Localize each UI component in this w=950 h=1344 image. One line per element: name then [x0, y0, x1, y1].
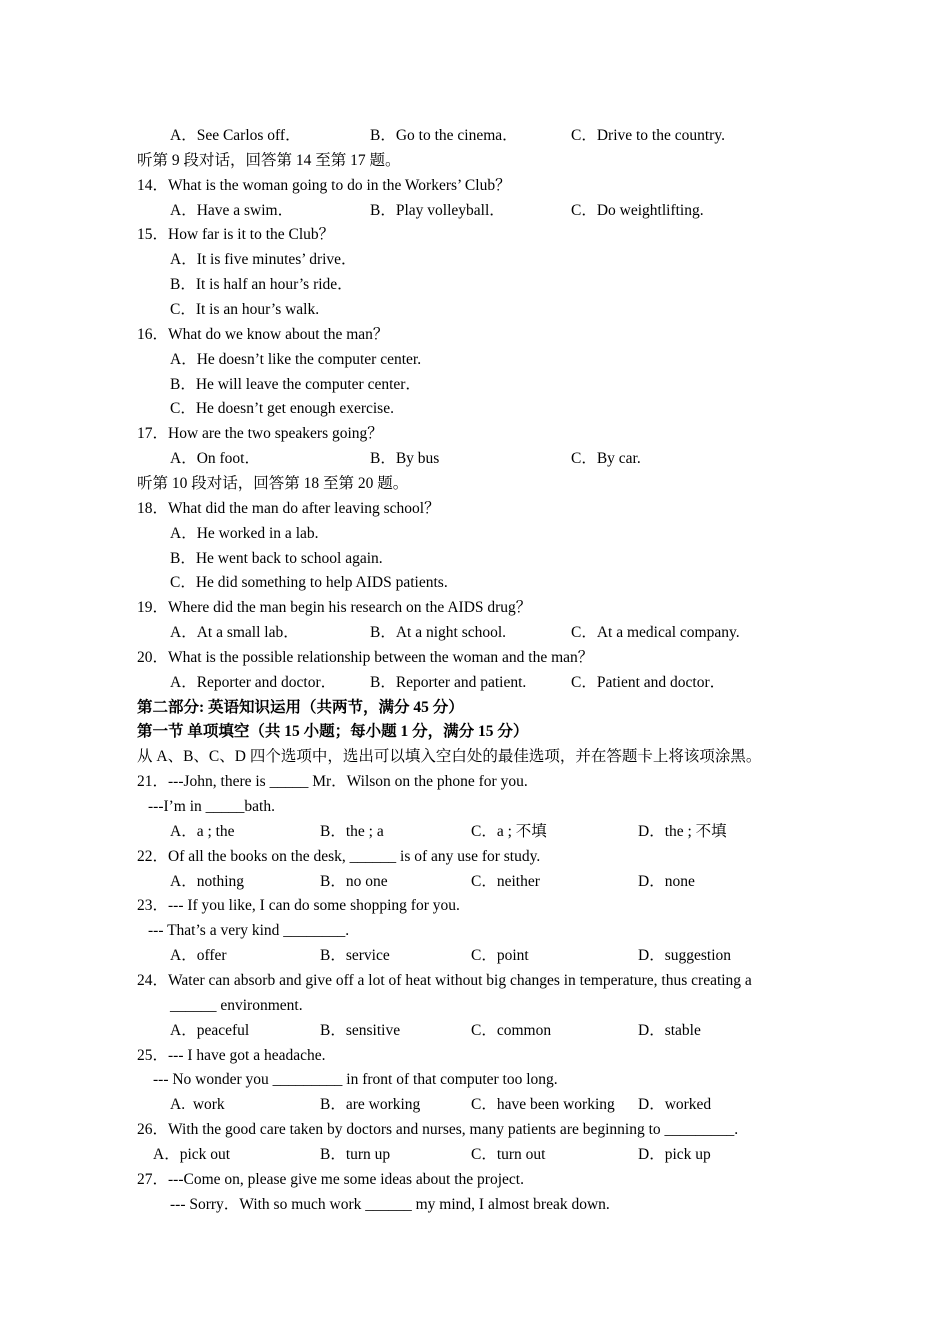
text-line: 听第 9 段对话，回答第 14 至第 17 题。 — [137, 151, 401, 169]
text-line: 14．What is the woman going to do in the Workers’ Club？ — [137, 176, 511, 194]
text-line: A．It is five minutes’ drive． — [170, 251, 357, 269]
answer-option: A．Have a swim． — [170, 201, 294, 219]
text-line: 24．Water can absorb and give off a lot of heat without big changes in temperature, thus creating a — [137, 971, 752, 989]
text-line: 19．Where did the man begin his research on the AIDS drug？ — [137, 599, 532, 617]
answer-option: C．a ; 不填 — [471, 822, 547, 840]
text-line: 22．Of all the books on the desk, ______ is of any use for study. — [137, 847, 541, 865]
answer-option: B．Go to the cinema． — [370, 127, 518, 144]
answer-option: A．On foot． — [170, 450, 260, 468]
answer-option: B．By bus — [370, 450, 440, 468]
text-line: --- Sorry．With so much work ______ my mind, I almost break down. — [170, 1195, 610, 1213]
text-line: 听第 10 段对话，回答第 18 至第 20 题。 — [137, 474, 409, 492]
answer-option: A．At a small lab． — [170, 624, 299, 641]
answer-option: D．none — [638, 872, 695, 890]
answer-option: C．By car. — [571, 450, 641, 468]
text-line: A．He worked in a lab. — [170, 524, 319, 542]
answer-option: A．offer — [170, 947, 227, 965]
answer-option: A．a ; the — [170, 822, 235, 840]
text-line: C．He did something to help AIDS patients. — [170, 574, 448, 592]
answer-option: C．Patient and doctor． — [571, 673, 726, 691]
answer-option: C．point — [471, 947, 529, 965]
answer-option: D．pick up — [638, 1145, 711, 1163]
text-line: B．It is half an hour’s ride． — [170, 276, 353, 294]
text-line: 16．What do we know about the man？ — [137, 325, 389, 343]
answer-option: C．neither — [471, 872, 540, 890]
answer-option: A．nothing — [170, 872, 245, 890]
text-line: 23．--- If you like, I can do some shopping for you. — [137, 897, 460, 915]
text-line: 18．What did the man do after leaving school？ — [137, 499, 440, 517]
section-heading: 第二部分: 英语知识运用（共两节，满分 45 分） — [137, 698, 464, 716]
text-line: C．He doesn’t get enough exercise. — [170, 400, 394, 418]
text-line: --- That’s a very kind ________. — [148, 922, 350, 940]
answer-option: A．Reporter and doctor． — [170, 673, 337, 691]
answer-option: A. work — [170, 1096, 225, 1114]
text-line: ______ environment. — [170, 996, 303, 1014]
text-line: A．He doesn’t like the computer center. — [170, 350, 422, 368]
section-heading: 第一节 单项填空（共 15 小题；每小题 1 分，满分 15 分） — [137, 723, 529, 741]
text-line: 20．What is the possible relationship between the woman and the man？ — [137, 648, 594, 666]
answer-option: C．have been working — [471, 1096, 615, 1114]
text-line: B．He will leave the computer center． — [170, 375, 421, 393]
text-line: 15．How far is it to the Club？ — [137, 226, 335, 244]
answer-option: B．no one — [320, 872, 388, 890]
answer-option: D．suggestion — [638, 947, 732, 965]
answer-option: C．Drive to the country. — [571, 127, 725, 144]
text-line: 21．---John, there is _____ Mr．Wilson on the phone for you. — [137, 773, 528, 791]
answer-option: A．pick out — [153, 1145, 231, 1163]
answer-option: C．common — [471, 1021, 552, 1039]
answer-option: D．stable — [638, 1021, 701, 1039]
text-line: ---I’m in _____bath. — [148, 798, 275, 815]
answer-option: C．turn out — [471, 1145, 546, 1163]
answer-option: B．service — [320, 947, 390, 965]
answer-option: D．worked — [638, 1096, 712, 1114]
answer-option: C．Do weightlifting. — [571, 201, 704, 219]
answer-option: B．the ; a — [320, 822, 384, 840]
answer-option: B．sensitive — [320, 1021, 401, 1039]
text-line: 17．How are the two speakers going？ — [137, 425, 383, 443]
text-line: 26．With the good care taken by doctors and nurses, many patients are beginning to _________. — [137, 1121, 739, 1138]
answer-option: B．At a night school. — [370, 624, 507, 641]
answer-option: B．are working — [320, 1096, 421, 1114]
answer-option: B．Play volleyball． — [370, 201, 505, 219]
text-line: --- No wonder you _________ in front of that computer too long. — [153, 1071, 558, 1089]
text-line: 从 A、B、C、D 四个选项中，选出可以填入空白处的最佳选项，并在答题卡上将该项涂黑。 — [137, 748, 762, 766]
text-line: 25．--- I have got a headache. — [137, 1046, 326, 1064]
answer-option: A．peaceful — [170, 1021, 250, 1039]
text-line: C．It is an hour’s walk. — [170, 301, 320, 318]
answer-option: B．turn up — [320, 1145, 391, 1163]
text-line: 27．---Come on, please give me some ideas about the project. — [137, 1170, 524, 1188]
answer-option: C．At a medical company. — [571, 624, 740, 641]
text-line: B．He went back to school again. — [170, 549, 383, 567]
answer-option: B．Reporter and patient. — [370, 673, 527, 691]
answer-option: A．See Carlos off． — [170, 127, 301, 144]
answer-option: D．the ; 不填 — [638, 822, 727, 840]
